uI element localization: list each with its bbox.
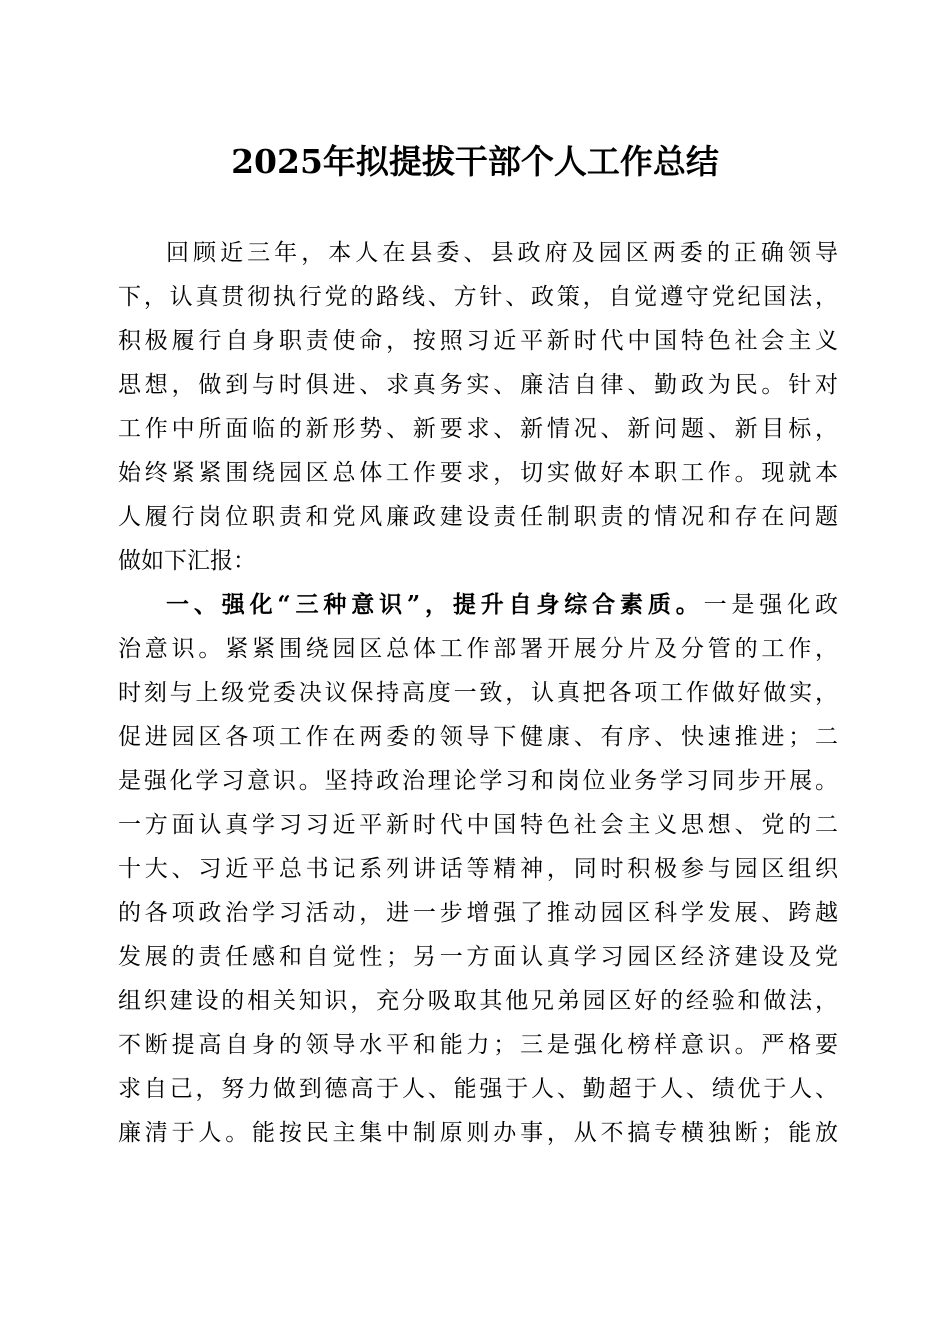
paragraph-1-line-1: 回顾近三年，本人在县委、县政府及园区两委的正确领导 bbox=[166, 240, 838, 266]
paragraph-2-line-13: 廉清于人。能按民主集中制原则办事，从不搞专横独断；能放 bbox=[118, 1120, 838, 1146]
paragraph-1-line-5: 工作中所面临的新形势、新要求、新情况、新问题、新目标， bbox=[118, 416, 838, 442]
paragraph-2-line-4: 促进园区各项工作在两委的领导下健康、有序、快速推进；二 bbox=[118, 724, 838, 750]
paragraph-1-line-7: 人履行岗位职责和党风廉政建设责任制职责的情况和存在问题 bbox=[118, 504, 838, 530]
paragraph-2-line-10: 组织建设的相关知识，充分吸取其他兄弟园区好的经验和做法， bbox=[118, 988, 838, 1014]
paragraph-2-line-9: 发展的责任感和自觉性；另一方面认真学习园区经济建设及党 bbox=[118, 944, 838, 970]
paragraph-2-line-5: 是强化学习意识。坚持政治理论学习和岗位业务学习同步开展。 bbox=[118, 768, 838, 794]
paragraph-1-line-8: 做如下汇报： bbox=[118, 548, 256, 574]
section-heading: 一、强化“三种意识”，提升自身综合素质。 bbox=[166, 591, 704, 618]
document-body bbox=[118, 231, 838, 1155]
paragraph-1-line-4: 思想，做到与时俱进、求真务实、廉洁自律、勤政为民。针对 bbox=[118, 372, 838, 398]
paragraph-2-line-3: 时刻与上级党委决议保持高度一致，认真把各项工作做好做实， bbox=[118, 680, 838, 706]
paragraph-2-line-11: 不断提高自身的领导水平和能力；三是强化榜样意识。严格要 bbox=[118, 1032, 838, 1058]
paragraph-2-line-2: 治意识。紧紧围绕园区总体工作部署开展分片及分管的工作， bbox=[118, 636, 838, 662]
paragraph-2-line-7: 十大、习近平总书记系列讲话等精神，同时积极参与园区组织 bbox=[118, 856, 838, 882]
paragraph-2-line-8: 的各项政治学习活动，进一步增强了推动园区科学发展、跨越 bbox=[118, 900, 838, 926]
paragraph-2-line-1 bbox=[118, 583, 838, 627]
paragraph-2-first-line-rest: 一是强化政 bbox=[703, 592, 838, 618]
paragraph-2-line-12: 求自己，努力做到德高于人、能强于人、勤超于人、绩优于人、 bbox=[118, 1076, 838, 1102]
paragraph-1-line-2: 下，认真贯彻执行党的路线、方针、政策，自觉遵守党纪国法， bbox=[118, 284, 838, 310]
paragraph-2-line-6: 一方面认真学习习近平新时代中国特色社会主义思想、党的二 bbox=[118, 812, 838, 838]
paragraph-1-line-6: 始终紧紧围绕园区总体工作要求，切实做好本职工作。现就本 bbox=[118, 460, 838, 486]
document-title: 2025年拟提拔干部个人工作总结 bbox=[231, 142, 719, 181]
paragraph-1-line-3: 积极履行自身职责使命，按照习近平新时代中国特色社会主义 bbox=[118, 328, 838, 354]
